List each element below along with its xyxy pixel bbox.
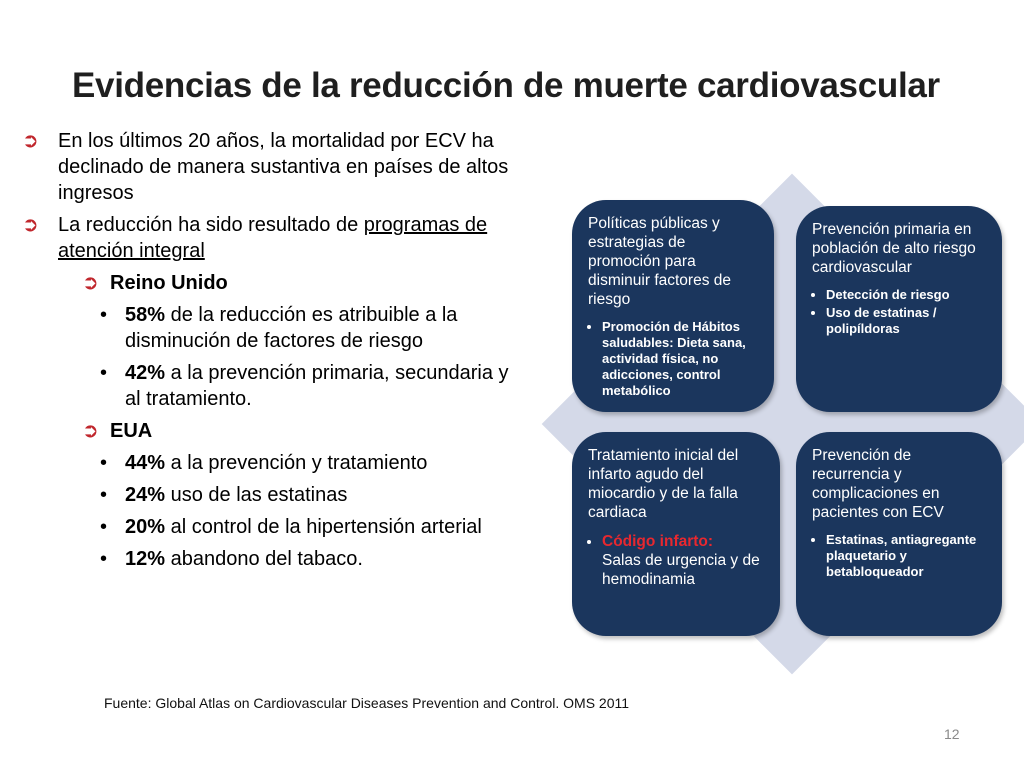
diagram-box-policies <box>572 200 774 412</box>
bullet-dot-icon: • <box>100 362 108 384</box>
subheading-uk: ➲ Reino Unido <box>82 272 228 294</box>
curved-arrow-icon: ➲ <box>82 420 99 442</box>
bullet-dot-icon: • <box>100 548 108 570</box>
diagram-box-initial-treatment <box>572 432 780 636</box>
bullet-list <box>22 128 512 578</box>
bullet-item: • 12% abandono del tabaco. <box>100 548 363 570</box>
curved-arrow-icon: ➲ <box>82 272 99 294</box>
box-heading: Políticas públicas y estrategias de promoción para disminuir factores de riesgo <box>588 215 732 308</box>
codigo-infarto-label: Código infarto: <box>602 533 714 550</box>
diagram-box-primary-prevention <box>796 206 1002 412</box>
bullet-item: • 44% a la prevención y tratamiento <box>100 452 428 474</box>
curved-arrow-icon: ➲ <box>22 130 39 152</box>
box-list <box>588 319 758 399</box>
box-list <box>812 532 986 580</box>
page-number: 12 <box>944 726 960 742</box>
bullet-item: • 20% al control de la hipertensión arterial <box>100 516 482 538</box>
slide-title: Evidencias de la reducción de muerte cardiovascular <box>72 66 940 105</box>
box-list <box>588 532 764 589</box>
box-list <box>812 287 986 337</box>
bullet-item: • 24% uso de las estatinas <box>100 484 348 506</box>
bullet-item: • 58% de la reducción es atribuible a la disminución de factores de riesgo <box>100 304 458 352</box>
box-list-item: • Estatinas, antiagregante plaquetario y betabloqueador <box>826 532 986 580</box>
box-list-item: • Detección de riesgo <box>826 287 986 303</box>
source-citation: Fuente: Global Atlas on Cardiovascular Diseases Prevention and Control. OMS 2011 <box>104 695 630 711</box>
bullet-dot-icon: • <box>100 452 108 474</box>
bullet-dot-icon: • <box>100 484 108 506</box>
curved-arrow-icon: ➲ <box>22 214 39 236</box>
box-list-item: • Código infarto: Salas de urgencia y de hemodinamia <box>602 532 764 589</box>
box-list-item: • Promoción de Hábitos saludables: Dieta sana, actividad física, no adicciones, control metabólico <box>602 319 758 399</box>
bullet-dot-icon: • <box>100 516 108 538</box>
box-heading: Tratamiento inicial del infarto agudo del miocardio y de la falla cardiaca <box>588 447 739 521</box>
bullet-dot-icon: • <box>100 304 108 326</box>
programs-link: programas de atención integral <box>58 214 488 262</box>
bullet-item: ➲ En los últimos 20 años, la mortalidad por ECV ha declinado de manera sustantiva en países de altos ingresos <box>22 130 509 204</box>
box-heading: Prevención primaria en población de alto riesgo cardiovascular <box>812 221 976 276</box>
subheading-usa: ➲ EUA <box>82 420 153 442</box>
bullet-item: ➲ La reducción ha sido resultado de programas de atención integral <box>22 214 488 262</box>
diagram-box-recurrence <box>796 432 1002 636</box>
bullet-item: • 42% a la prevención primaria, secundaria y al tratamiento. <box>100 362 509 410</box>
box-list-item: • Uso de estatinas / polipíldoras <box>826 305 986 337</box>
box-heading: Prevención de recurrencia y complicaciones en pacientes con ECV <box>812 447 944 521</box>
